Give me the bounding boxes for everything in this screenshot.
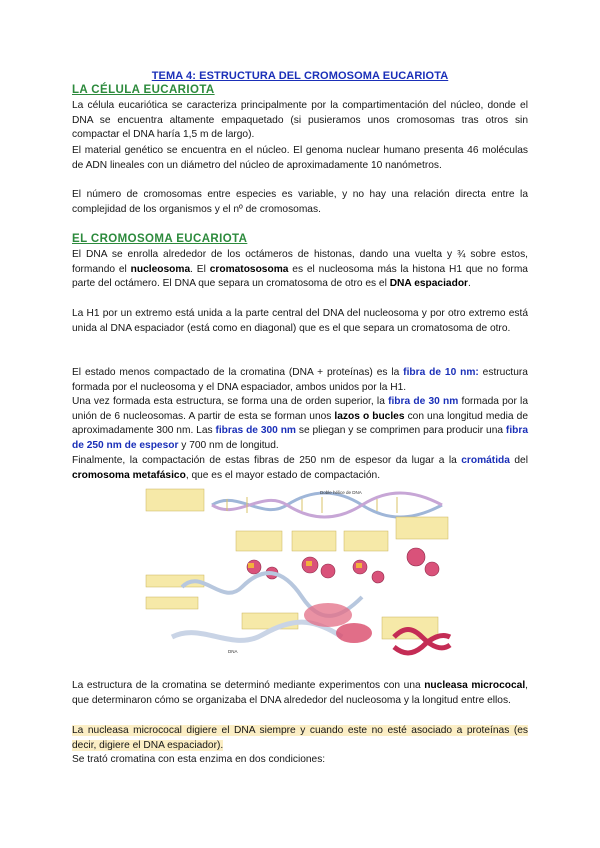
term-fibra-30nm: fibra de 30 nm [388,396,459,407]
paragraph-fibra-10nm: El estado menos compactado de la cromatina (DNA + proteínas) es la fibra de 10 nm: estructura formada por el nucleosoma y el DNA espaciador, ambos unidos por la H1. [72,367,528,393]
paragraph-fibra-30nm: Una vez formada esta estructura, se forma una de orden superior, la fibra de 30 nm formada por la unión de 6 nucleosomas. A partir de esta se forman unos lazos o bucles con una longitud media de aproximadamente 300 nm. Las fibras de 300 nm se pliegan y se comprimen para producir una fibra de 250 nm de espesor y 700 nm de longitud. [72,396,528,451]
paragraph-cromatida: Finalmente, la compactación de estas fibras de 250 nm de espesor da lugar a la cromátida del cromosoma metafásico, que es el mayor estado de compactación. [72,455,528,481]
paragraph-compartimentacion: La célula eucariótica se caracteriza principalmente por la compartimentación del núcleo, donde el DNA se encuentra altamente empaquetado (si pusieramos unos cromosomas tras otros sin compactar el DNA haría 1,5 m de largo). [72,100,528,141]
paragraph-nucleosoma: El DNA se enrolla alrededor de los octámeros de histonas, dando una vuelta y ¾ sobre estos, formando el nucleosoma. El cromatososoma es el nucleosoma más la histona H1 que no forma parte del octámero. El DNA que separa un cromatosoma de otro es el DNA espaciador. [72,249,528,290]
paragraph-numero-cromosomas: El número de cromosomas entre especies es variable, y no hay una relación directa entre la complejidad de los organismos y el nº de cromosomas. [72,189,528,215]
term-nucleosoma: nucleosoma [130,263,191,275]
paragraph-h1: La H1 por un extremo está unida a la parte central del DNA del nucleosoma y por otro extremo está unida al DNA espaciador (está como en diagonal) que es el que separa un cromatosoma de otro. [72,308,528,334]
chromosome-compaction-figure [142,487,458,664]
heading-cromosoma-eucariota: EL CROMOSOMA EUCARIOTA [72,233,248,245]
term-nucleasa-micrococal: nucleasa micrococal [424,680,526,691]
term-cromosoma-metafasico: cromosoma metafásico [72,469,186,481]
paragraph-nucleasa-digiere [72,724,528,753]
figure-label-helix: Doble hélice de DNA [320,490,362,495]
heading-celula-eucariota: LA CÉLULA EUCARIOTA [72,84,215,96]
term-cromatida: cromátida [461,455,510,466]
figure-label-dna: DNA [228,649,238,654]
paragraph-nucleasa: La estructura de la cromatina se determinó mediante experimentos con una nucleasa micrococal, que determinaron cómo se organizaba el DNA alrededor del nucleosoma y la longitud entre ellos. [72,680,528,706]
term-cromatosoma: cromatososoma [209,263,289,275]
term-dna-espaciador: DNA espaciador [389,278,469,290]
paragraph-material-genetico: El material genético se encuentra en el núcleo. El genoma nuclear humano presenta 46 moléculas de ADN lineales con un diámetro del núcleo de aproximadamente 10 nanómetros. [72,145,528,171]
page-title: TEMA 4: ESTRUCTURA DEL CROMOSOMA EUCARIOTA [151,70,449,82]
term-lazos-bucles: lazos o bucles [334,410,405,422]
term-fibra-10nm: fibra de 10 nm: [403,367,479,378]
highlighted-text: La nucleasa micrococal digiere el DNA siempre y cuando este no esté asociado a proteínas (es decir, digiere el DNA espaciador). [72,725,528,751]
term-fibra-250nm: fibra de 250 nm de espesor [72,425,528,451]
paragraph-dos-condiciones: Se trató cromatina con esta enzima en dos condiciones: [72,754,326,765]
term-fibras-300nm: fibras de 300 nm [215,425,296,437]
